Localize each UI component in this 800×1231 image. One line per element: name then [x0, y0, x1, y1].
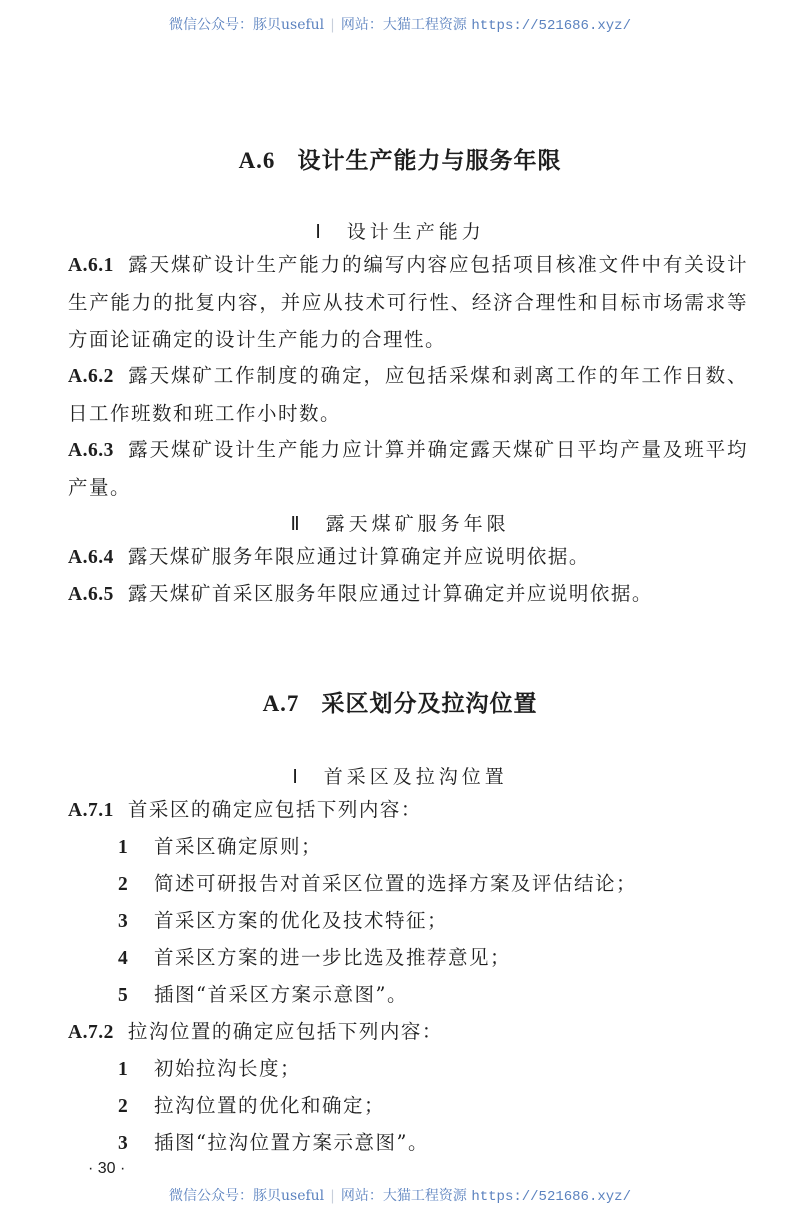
clause-a-6-2	[68, 357, 748, 432]
section-heading-a7	[0, 685, 800, 718]
clause-number: A.7.1	[68, 800, 114, 821]
clause-a-6-1	[68, 246, 748, 358]
watermark-separator: |	[330, 1188, 335, 1204]
watermark-wechat: 微信公众号：豚贝useful	[169, 17, 325, 33]
list-item: 4 首采区方案的进一步比选及推荐意见；	[118, 946, 512, 969]
watermark-wechat: 微信公众号：豚贝useful	[169, 1188, 325, 1204]
clause-a-6-4	[68, 538, 748, 576]
clause-text: 拉沟位置的确定应包括下列内容：	[127, 1020, 443, 1043]
clause-number: A.6.3	[68, 440, 114, 461]
subsection-title: 首采区及拉沟位置	[323, 766, 508, 788]
clause-text: 露天煤矿首采区服务年限应通过计算确定并应说明依据。	[127, 582, 653, 605]
watermark-top	[0, 14, 800, 34]
list-item: 5 插图“首采区方案示意图”。	[118, 983, 408, 1006]
section-number: A.6	[238, 148, 276, 173]
clause-a-7-2	[68, 1013, 748, 1051]
roman-numeral: Ⅰ	[292, 767, 302, 788]
page-number: · 30 ·	[88, 1160, 126, 1177]
list-item: 1 初始拉沟长度；	[118, 1057, 302, 1080]
section-title: 采区划分及拉沟位置	[321, 690, 538, 717]
section-number: A.7	[262, 691, 300, 716]
subsection-heading-first-mining-area	[0, 762, 800, 789]
roman-numeral: Ⅱ	[290, 514, 304, 535]
watermark-site-label: 网站：大猫工程资源	[340, 1188, 467, 1204]
subsection-title: 露天煤矿服务年限	[325, 513, 510, 535]
clause-text: 露天煤矿设计生产能力的编写内容应包括项目核准文件中有关设计生产能力的批复内容，并应从技术可行性、经济合理性和目标市场需求等方面论证确定的设计生产能力的合理性。	[68, 253, 748, 351]
watermark-bottom	[0, 1185, 800, 1205]
subsection-heading-design-capacity	[0, 217, 800, 244]
clause-a-7-1	[68, 791, 748, 829]
clause-a-6-3	[68, 431, 748, 506]
clause-text: 露天煤矿设计生产能力应计算并确定露天煤矿日平均产量及班平均产量。	[68, 438, 748, 499]
clause-number: A.6.5	[68, 584, 114, 605]
list-item: 1 首采区确定原则；	[118, 835, 323, 858]
subsection-title: 设计生产能力	[346, 221, 485, 243]
clause-a-6-5	[68, 575, 748, 613]
clause-text: 首采区的确定应包括下列内容：	[127, 798, 422, 821]
watermark-site-label: 网站：大猫工程资源	[340, 17, 467, 33]
list-item: 3 插图“拉沟位置方案示意图”。	[118, 1131, 429, 1154]
roman-numeral: Ⅰ	[315, 222, 325, 243]
clause-text: 露天煤矿服务年限应通过计算确定并应说明依据。	[127, 545, 590, 568]
list-item: 2 拉沟位置的优化和确定；	[118, 1094, 386, 1117]
clause-text: 露天煤矿工作制度的确定，应包括采煤和剥离工作的年工作日数、日工作班数和班工作小时数。	[68, 364, 748, 425]
section-heading-a6	[0, 142, 800, 175]
clause-number: A.6.4	[68, 547, 114, 568]
clause-number: A.6.1	[68, 255, 114, 276]
section-title: 设计生产能力与服务年限	[297, 147, 562, 174]
watermark-url[interactable]: https://521686.xyz/	[471, 1189, 631, 1205]
watermark-separator: |	[330, 17, 335, 33]
clause-number: A.7.2	[68, 1022, 114, 1043]
watermark-url[interactable]: https://521686.xyz/	[471, 18, 631, 34]
subsection-heading-service-life	[0, 509, 800, 536]
list-item: 2 简述可研报告对首采区位置的选择方案及评估结论；	[118, 872, 638, 895]
list-item: 3 首采区方案的优化及技术特征；	[118, 909, 449, 932]
clause-number: A.6.2	[68, 366, 114, 387]
